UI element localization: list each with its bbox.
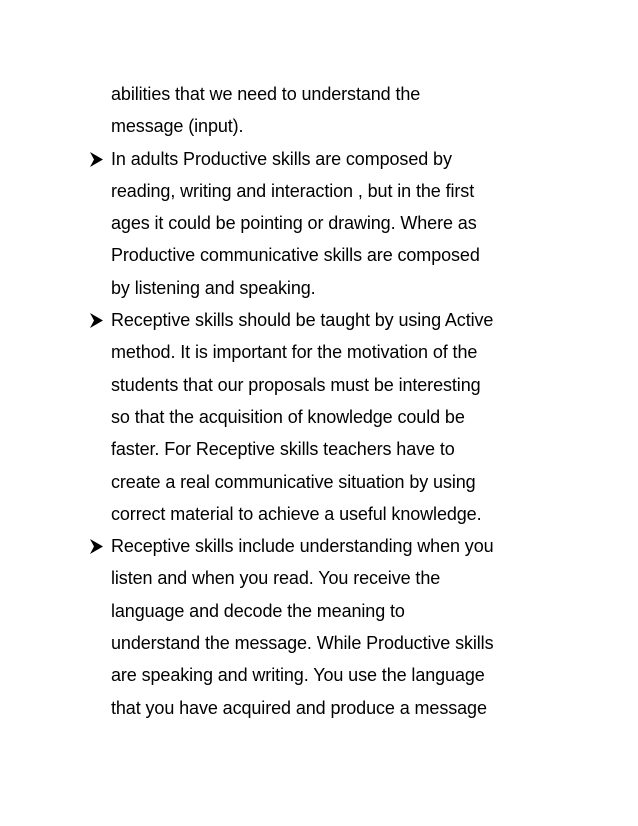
bullet-item-1-line: [88, 143, 578, 175]
bullet-text: Receptive skills should be taught by using Active: [111, 310, 494, 331]
bullet-item-3-line: are speaking and writing. You use the language: [111, 665, 485, 686]
bullet-item-1-line: by listening and speaking.: [111, 277, 316, 298]
bullet-item-3-line: listen and when you read. You receive the: [111, 568, 441, 589]
bullet-item-2-line: students that our proposals must be interesting: [111, 374, 481, 395]
bullet-item-1-line: reading, writing and interaction , but in the first: [111, 180, 475, 201]
bullet-item-3-line: language and decode the meaning to: [111, 600, 405, 621]
arrow-bullet-icon: [88, 151, 106, 168]
bullet-item-3-line: understand the message. While Productive skills: [111, 633, 494, 654]
arrow-bullet-icon: [88, 312, 106, 329]
bullet-text: Receptive skills include understanding when you: [111, 536, 494, 557]
bullet-item-2-line: so that the acquisition of knowledge could be: [111, 406, 465, 427]
document-body: [88, 78, 578, 724]
bullet-item-3-line: that you have acquired and produce a message: [111, 697, 487, 718]
arrow-bullet-icon: [88, 538, 106, 555]
bullet-text: In adults Productive skills are composed by: [111, 148, 452, 169]
bullet-item-2-line: faster. For Receptive skills teachers have to: [111, 439, 455, 460]
bullet-item-2-line: create a real communicative situation by using: [111, 471, 476, 492]
continuation-line: message (input).: [111, 116, 244, 137]
bullet-item-2-line: method. It is important for the motivation of the: [111, 342, 478, 363]
bullet-item-2-line: [88, 304, 578, 336]
bullet-item-3-line: [88, 530, 578, 562]
bullet-item-2-line: correct material to achieve a useful knowledge.: [111, 503, 482, 524]
continuation-line: abilities that we need to understand the: [111, 84, 421, 104]
bullet-item-1-line: Productive communicative skills are composed: [111, 245, 480, 266]
bullet-item-1-line: ages it could be pointing or drawing. Where as: [111, 213, 477, 234]
